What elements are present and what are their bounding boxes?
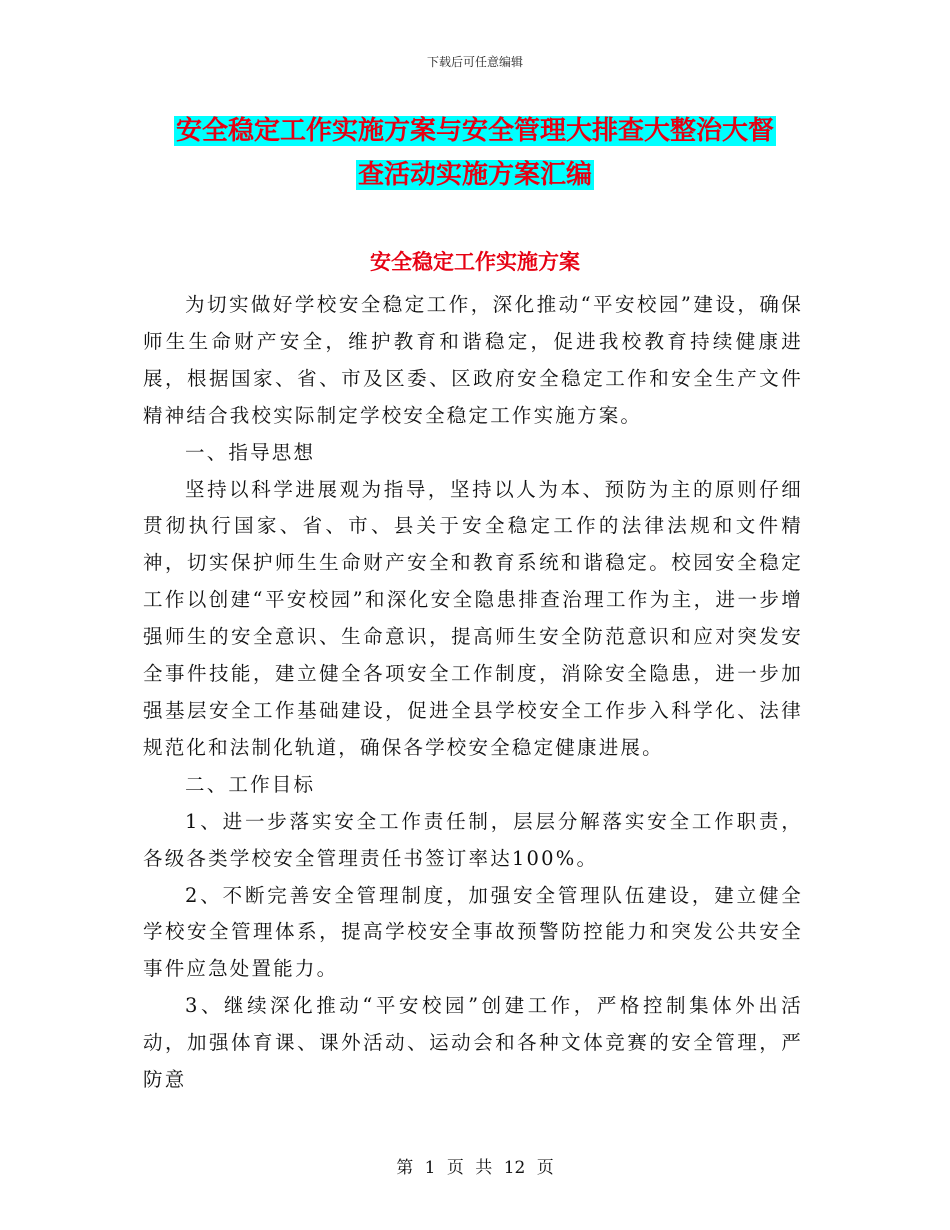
paragraph-guiding-ideology: 坚持以科学进展观为指导，坚持以人为本、预防为主的原则仔细贯彻执行国家、省、市、县关于安全稳定工作的法律法规和文件精神，切实保护师生生命财产安全和教育系统和谐稳定。校园安全稳定工作以创建“平安校园”和深化安全隐患排查治理工作为主，进一步增强师生的安全意识、生命意识，提高师生安全防范意识和应对突发安全事件技能，建立健全各项安全工作制度，消除安全隐患，进一步加强基层安全工作基础建设，促进全县学校安全工作步入科学化、法律规范化和法制化轨道，确保各学校安全稳定健康进展。 <box>143 477 803 759</box>
paragraph-goal-2: 2、不断完善安全管理制度，加强安全管理队伍建设，建立健全学校安全管理体系，提高学校安全事故预警防控能力和突发公共安全事件应急处置能力。 <box>143 883 803 981</box>
heading-guiding-ideology: 一、指导思想 <box>185 440 316 464</box>
document-body <box>143 287 803 1099</box>
main-title-line1 <box>0 108 950 154</box>
main-title-line2 <box>0 152 950 198</box>
paragraph-intro: 为切实做好学校安全稳定工作，深化推动“平安校园”建设，确保师生生命财产安全，维护教育和谐稳定，促进我校教育持续健康进展，根据国家、省、市及区委、区政府安全稳定工作和安全生产文件精神结合我校实际制定学校安全稳定工作实施方案。 <box>143 293 803 427</box>
page-footer: 第 1 页 共 12 页 <box>396 1158 554 1178</box>
header-note: 下载后可任意编辑 <box>426 55 523 69</box>
section-title: 安全稳定工作实施方案 <box>370 250 580 274</box>
paragraph-goal-3: 3、继续深化推动“平安校园”创建工作，严格控制集体外出活动，加强体育课、课外活动、运动会和各种文体竞赛的安全管理，严防意 <box>143 994 803 1092</box>
main-title-line1-text: 安全稳定工作实施方案与安全管理大排查大整治大督 <box>175 116 774 146</box>
heading-work-goals: 二、工作目标 <box>185 772 316 796</box>
main-title-line2-text: 查活动实施方案汇编 <box>357 160 592 190</box>
paragraph-goal-1: 1、进一步落实安全工作责任制，层层分解落实安全工作职责，各级各类学校安全管理责任书签订率达100%。 <box>143 809 803 870</box>
